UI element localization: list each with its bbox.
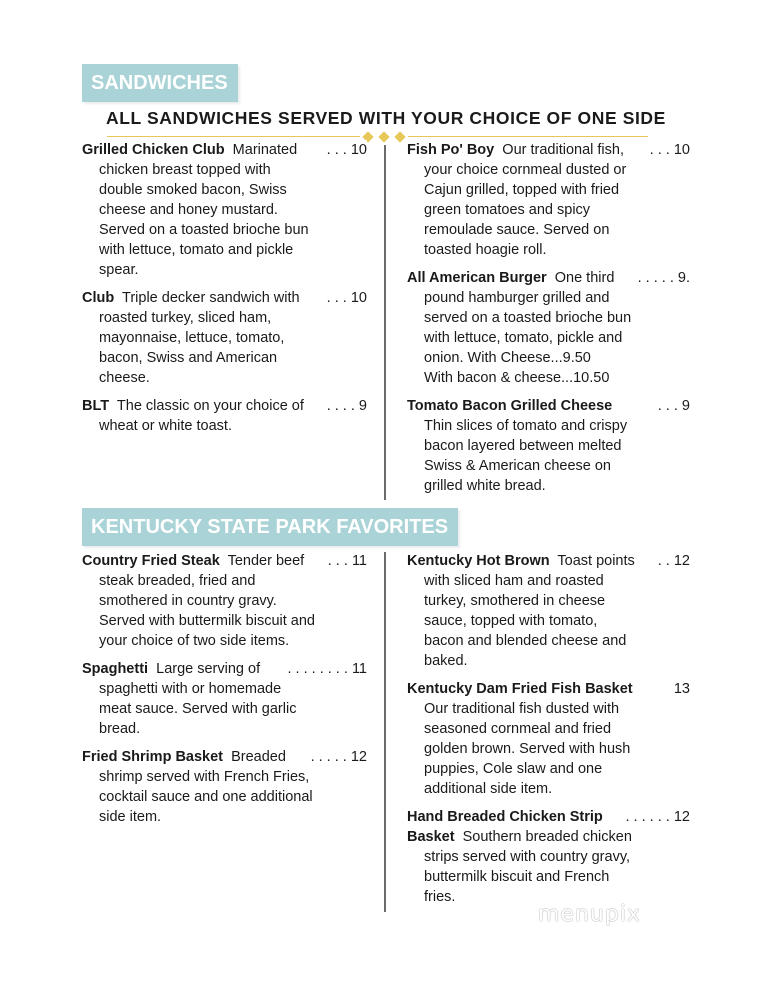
item-line: with lettuce, tomato, pickle and — [424, 330, 623, 346]
item-dots: . . . — [327, 553, 348, 569]
item-dots: . . . — [649, 142, 670, 158]
item-price: 11 — [351, 661, 367, 677]
item-intro: The classic on your choice of — [116, 398, 304, 414]
item-price: 10 — [350, 290, 367, 306]
item-line: seasoned cornmeal and fried — [424, 721, 612, 737]
menu-item-fish-po-boy — [407, 140, 690, 260]
item-dots: . . . . . . — [625, 809, 670, 825]
item-intro: Triple decker sandwich with — [122, 290, 300, 306]
item-line: additional side item. — [424, 781, 553, 797]
item-dots: . . . . — [326, 398, 355, 414]
item-line: sauce, topped with tomato, — [424, 613, 598, 629]
item-line: onion. With Cheese...9.50 — [424, 350, 591, 366]
item-name: Grilled Chicken Club — [82, 142, 225, 158]
item-intro: Toast points — [557, 553, 635, 569]
sandwiches-subtitle: ALL SANDWICHES SERVED WITH YOUR CHOICE OF ONE SIDE — [106, 108, 666, 128]
gold-rule-right — [408, 136, 648, 137]
item-dots: . . . — [657, 398, 678, 414]
item-name: Country Fried Steak — [82, 553, 220, 569]
menu-item-tomato-bacon-grilled-cheese — [407, 396, 690, 496]
diamond-ornament — [360, 131, 408, 145]
item-name-continued: Basket — [407, 829, 455, 845]
item-intro: Breaded — [231, 749, 286, 765]
item-price: 12 — [350, 749, 367, 765]
menupix-watermark: menupix — [538, 902, 641, 927]
item-line: with lettuce, tomato and pickle — [99, 242, 294, 258]
item-line: Cajun grilled, topped with fried — [424, 182, 620, 198]
item-name: All American Burger — [407, 270, 547, 286]
menu-item-blt — [82, 396, 367, 436]
item-price: 9 — [681, 398, 690, 414]
item-line: shrimp served with French Fries, — [99, 769, 310, 785]
item-intro: Tender beef — [227, 553, 305, 569]
kentucky-section-title: KENTUCKY STATE PARK FAVORITES — [82, 508, 458, 546]
column-divider-sandwiches — [384, 145, 386, 500]
item-line: meat sauce. Served with garlic — [99, 701, 297, 717]
item-line: bacon, Swiss and American — [99, 350, 278, 366]
item-line: fries. — [424, 889, 456, 905]
menu-item-kentucky-hot-brown — [407, 551, 690, 671]
item-line: bread. — [99, 721, 141, 737]
item-price: 11 — [351, 553, 367, 569]
item-line: turkey, smothered in cheese — [424, 593, 606, 609]
item-name: Club — [82, 290, 115, 306]
column-divider-kentucky — [384, 552, 386, 912]
item-line: roasted turkey, sliced ham, — [99, 310, 272, 326]
item-line: golden brown. Served with hush — [424, 741, 631, 757]
item-line: chicken breast topped with — [99, 162, 271, 178]
item-name: Tomato Bacon Grilled Cheese — [407, 398, 613, 414]
item-line: mayonnaise, lettuce, tomato, — [99, 330, 285, 346]
item-name: Fried Shrimp Basket — [82, 749, 224, 765]
item-line: Served with buttermilk biscuit and — [99, 613, 315, 629]
menu-item-all-american-burger — [407, 268, 690, 388]
item-line: Thin slices of tomato and crispy — [424, 418, 628, 434]
item-line: Swiss & American cheese on — [424, 458, 611, 474]
item-dots: . . . — [326, 142, 347, 158]
item-line: your choice cornmeal dusted or — [424, 162, 627, 178]
item-name: Kentucky Hot Brown — [407, 553, 550, 569]
menu-item-grilled-chicken-club — [82, 140, 367, 280]
item-line: With bacon & cheese...10.50 — [424, 370, 610, 386]
item-line: remoulade sauce. Served on — [424, 222, 610, 238]
sandwiches-section-title: SANDWICHES — [82, 64, 238, 102]
item-line: baked. — [424, 653, 468, 669]
item-price: 10 — [673, 142, 690, 158]
item-intro: Our traditional fish, — [502, 142, 624, 158]
item-price: 10 — [350, 142, 367, 158]
item-line: bacon and blended cheese and — [424, 633, 627, 649]
item-line: Served on a toasted brioche bun — [99, 222, 309, 238]
item-price: 12 — [673, 809, 690, 825]
item-name: BLT — [82, 398, 110, 414]
item-intro: Marinated — [232, 142, 298, 158]
item-line: with sliced ham and roasted — [424, 573, 604, 589]
item-line: strips served with country gravy, — [424, 849, 631, 865]
item-line: grilled white bread. — [424, 478, 546, 494]
item-line: spaghetti with or homemade — [99, 681, 282, 697]
item-name: Fish Po' Boy — [407, 142, 495, 158]
item-name: Kentucky Dam Fried Fish Basket — [407, 681, 633, 697]
item-dots: . . . . . . . . — [287, 661, 348, 677]
item-dots: . . . . . — [637, 270, 674, 286]
item-line: green tomatoes and spicy — [424, 202, 591, 218]
item-intro: Southern breaded chicken — [462, 829, 632, 845]
item-line: spear. — [99, 262, 139, 278]
menu-item-kentucky-dam-fried-fish-basket — [407, 679, 690, 799]
menu-item-fried-shrimp-basket — [82, 747, 367, 827]
gold-rule-left — [107, 136, 360, 137]
item-line: smothered in country gravy. — [99, 593, 277, 609]
item-line: Our traditional fish dusted with — [424, 701, 620, 717]
item-name: Hand Breaded Chicken Strip — [407, 809, 603, 825]
item-line: toasted hoagie roll. — [424, 242, 547, 258]
menu-item-spaghetti — [82, 659, 367, 739]
item-price: 9 — [358, 398, 367, 414]
item-line: double smoked bacon, Swiss — [99, 182, 287, 198]
item-line: steak breaded, fried and — [99, 573, 256, 589]
item-price: 9. — [677, 270, 690, 286]
item-line: wheat or white toast. — [99, 418, 232, 434]
item-line: pound hamburger grilled and — [424, 290, 610, 306]
item-line: puppies, Cole slaw and one — [424, 761, 603, 777]
item-dots: . . . . . — [310, 749, 347, 765]
item-dots: . . — [657, 553, 670, 569]
item-line: cheese and honey mustard. — [99, 202, 278, 218]
item-intro: One third — [554, 270, 615, 286]
item-line: bacon layered between melted — [424, 438, 622, 454]
item-dots: . . . — [326, 290, 347, 306]
item-price: 12 — [673, 553, 690, 569]
item-name: Spaghetti — [82, 661, 149, 677]
menu-item-club — [82, 288, 367, 388]
item-line: cocktail sauce and one additional — [99, 789, 313, 805]
item-intro: Large serving of — [156, 661, 261, 677]
item-line: your choice of two side items. — [99, 633, 290, 649]
menu-item-hand-breaded-chicken-strip-basket — [407, 807, 690, 907]
item-price: 13 — [673, 681, 690, 697]
item-line: served on a toasted brioche bun — [424, 310, 632, 326]
item-line: cheese. — [99, 370, 150, 386]
item-line: side item. — [99, 809, 162, 825]
menu-item-country-fried-steak — [82, 551, 367, 651]
item-line: buttermilk biscuit and French — [424, 869, 610, 885]
